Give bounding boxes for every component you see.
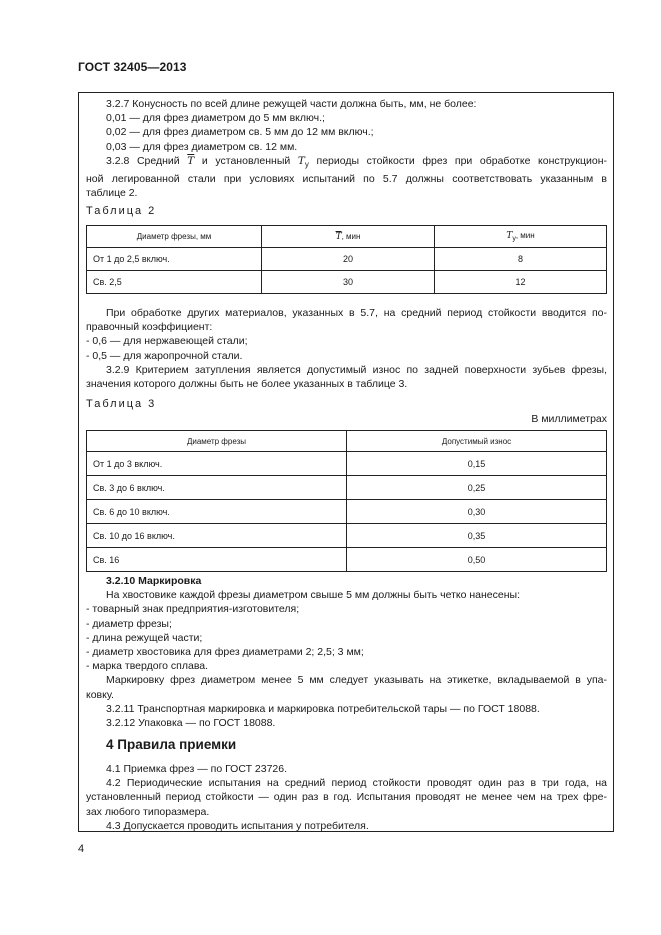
- table-cell: 12: [435, 271, 607, 294]
- table-header-cell: $T_у$, мин: [435, 226, 607, 248]
- table-row: [87, 452, 607, 476]
- section-3-2-7: [86, 97, 607, 201]
- table-header-cell: Допустимый износ: [347, 431, 607, 452]
- text-line: 4.2 Периодические испытания на средний период стойкости проводят один раз в три года, на: [106, 777, 607, 790]
- table-header-cell: Диаметр фрезы, мм: [87, 226, 262, 248]
- text-line: зах любого типоразмера.: [86, 805, 210, 818]
- table-3: [86, 430, 607, 572]
- text-line: - 0,5 — для жаропрочной стали.: [86, 349, 243, 362]
- table-2-caption: Таблица 2: [86, 205, 157, 217]
- section-3-2-8-line1: 3.2.8 Средний $\overline{T}$ и установленный $T_у$ периоды стойкости фрез при обработке конструкцион-: [106, 154, 608, 169]
- table-2: [86, 225, 607, 294]
- text-line: - диаметр фрезы;: [86, 617, 172, 630]
- table-3-units: В миллиметрах: [531, 413, 607, 425]
- symbol-t-set: T: [297, 154, 305, 167]
- text-line: 3.2.12 Упаковка — по ГОСТ 18088.: [106, 717, 276, 730]
- text-line: На хвостовике каждой фрезы диаметром свыше 5 мм должны быть четко нанесены:: [106, 589, 520, 602]
- table-row: [87, 548, 607, 572]
- section-3-2-10: [86, 574, 607, 730]
- table-cell: Св. 6 до 10 включ.: [87, 500, 347, 524]
- text-line: 0,02 — для фрез диаметром св. 5 мм до 12 мм включ.;: [106, 126, 374, 139]
- table-cell: 0,15: [347, 452, 607, 476]
- table-row: [87, 476, 607, 500]
- text-line: 3.2.9 Критерием затупления является допустимый износ по задней поверхности зубьев фрезы,: [106, 363, 607, 376]
- document-header: ГОСТ 32405—2013: [78, 60, 187, 74]
- section-4-title: 4 Правила приемки: [106, 737, 237, 752]
- table-row: [87, 524, 607, 548]
- table-cell: 8: [435, 248, 607, 271]
- table-cell: 30: [262, 271, 435, 294]
- table-cell: Св. 3 до 6 включ.: [87, 476, 347, 500]
- section-title: 3.2.10 Маркировка: [106, 575, 202, 587]
- text-line: таблице 2.: [86, 187, 138, 200]
- text-line: 3.2.7 Конусность по всей длине режущей части должна быть, мм, не более:: [106, 98, 477, 110]
- text-line: 0,01 — для фрез диаметром до 5 мм включ.;: [106, 112, 325, 125]
- table-cell: От 1 до 2,5 включ.: [87, 248, 262, 271]
- table-row: [87, 248, 607, 271]
- table-cell: 0,25: [347, 476, 607, 500]
- text-line: 3.2.11 Транспортная маркировка и маркировка потребительской тары — по ГОСТ 18088.: [106, 702, 540, 715]
- table-header-cell: Диаметр фрезы: [87, 431, 347, 452]
- table-3-caption: Таблица 3: [86, 398, 157, 410]
- text-line: установленный период стойкости — один раз в год. Испытания проводят не менее чем на трех фре-: [86, 791, 607, 804]
- text-line: - диаметр хвостовика для фрез диаметрами 2; 2,5; 3 мм;: [86, 646, 364, 659]
- text-line: правочный коэффициент:: [86, 321, 213, 334]
- text-after-table-2: [86, 306, 607, 391]
- text-line: При обработке других материалов, указанных в 5.7, на средний период стойкости вводится по-: [106, 307, 607, 319]
- page-number: 4: [78, 843, 85, 855]
- section-4: [86, 762, 607, 833]
- text-line: Маркировку фрез диаметром менее 5 мм следует указывать на этикетке, вкладываемой в упа-: [106, 674, 607, 687]
- text-line: 4.1 Приемка фрез — по ГОСТ 23726.: [106, 763, 288, 775]
- text-line: значения которого должны быть не более указанных в таблице 3.: [86, 378, 408, 391]
- table-cell: 0,35: [347, 524, 607, 548]
- table-cell: 0,50: [347, 548, 607, 572]
- table-header-cell: $\overline{T}$, мин: [262, 226, 435, 248]
- text-line: - марка твердого сплава.: [86, 660, 209, 673]
- table-row: [87, 500, 607, 524]
- table-cell: 20: [262, 248, 435, 271]
- table-row: [87, 271, 607, 294]
- table-cell: 0,30: [347, 500, 607, 524]
- text-line: - товарный знак предприятия-изготовителя;: [86, 603, 300, 616]
- text-line: ной легированной стали при условиях испытаний по 5.7 должны соответствовать указанным в: [86, 173, 607, 186]
- text-line: 0,03 — для фрез диаметром св. 12 мм.: [106, 140, 298, 153]
- table-cell: Св. 10 до 16 включ.: [87, 524, 347, 548]
- table-cell: Св. 16: [87, 548, 347, 572]
- text-line: - 0,6 — для нержавеющей стали;: [86, 335, 248, 348]
- text-line: ковку.: [86, 688, 114, 701]
- symbol-t-avg: $\overline{T}$: [187, 154, 195, 167]
- text-line: 4.3 Допускается проводить испытания у потребителя.: [106, 819, 369, 832]
- table-header-row: [87, 226, 607, 248]
- table-cell: От 1 до 3 включ.: [87, 452, 347, 476]
- table-header-row: [87, 431, 607, 452]
- text-line: - длина режущей части;: [86, 631, 203, 644]
- table-cell: Св. 2,5: [87, 271, 262, 294]
